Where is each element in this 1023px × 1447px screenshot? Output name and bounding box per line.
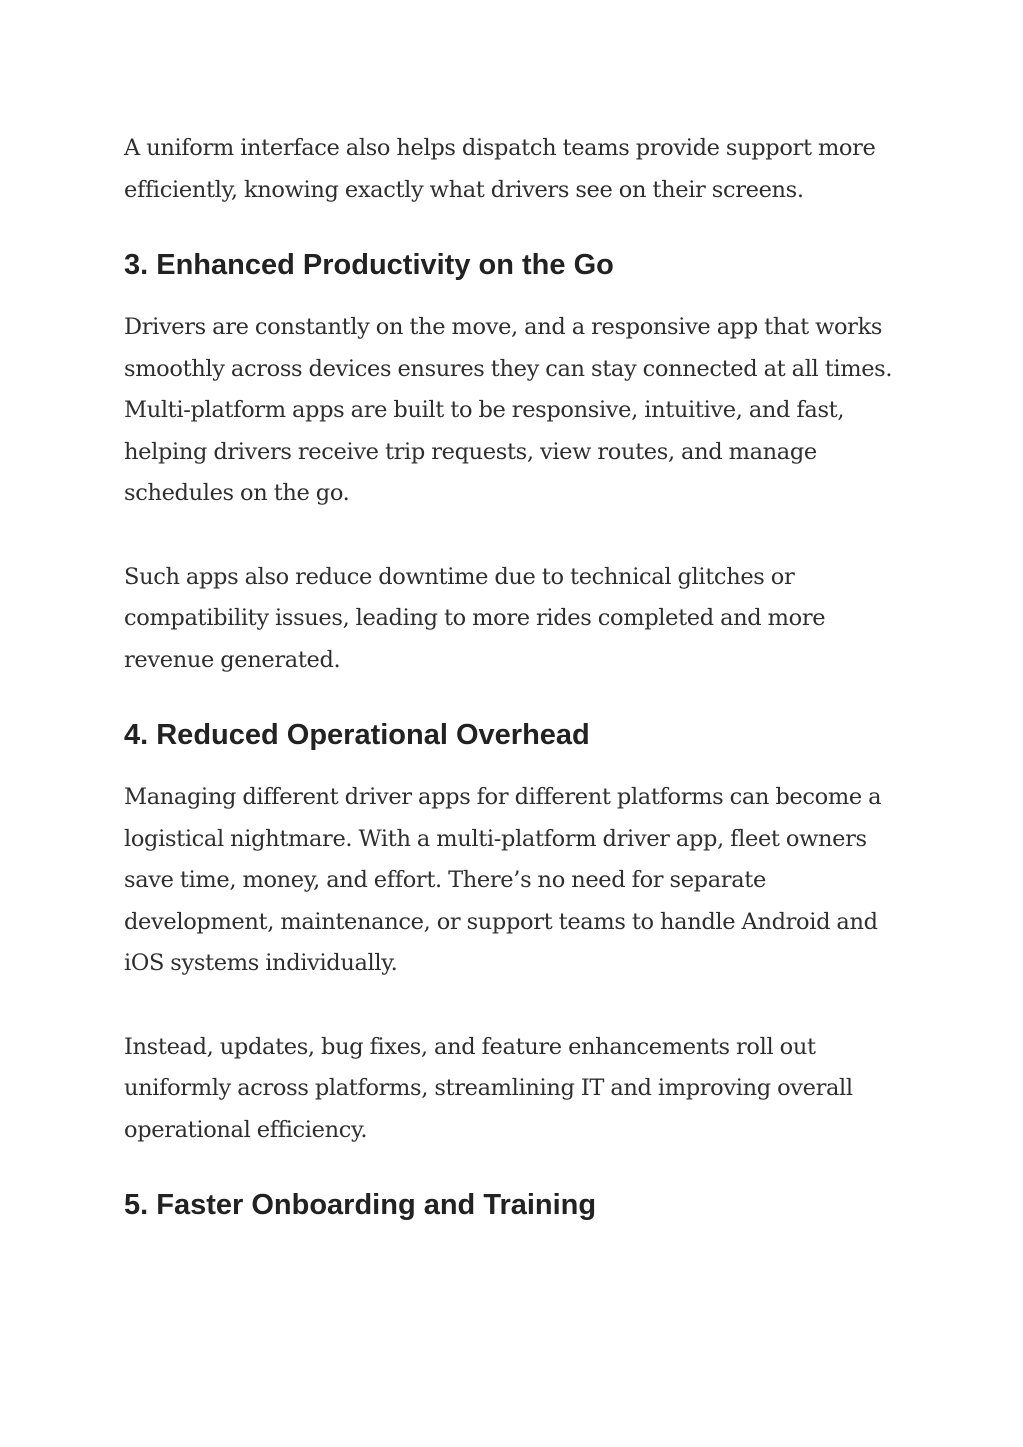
paragraph-updates-uniformly: Instead, updates, bug fixes, and feature enhancements roll out uniformly across platforms, streamlining IT and improving overall operational efficiency.: [124, 1033, 853, 1143]
heading-faster-onboarding: 5. Faster Onboarding and Training: [124, 1189, 597, 1221]
paragraph-reduce-downtime: Such apps also reduce downtime due to technical glitches or compatibility issues, leading to more rides completed and more revenue generated.: [124, 563, 826, 673]
paragraph-managing-apps: Managing different driver apps for different platforms can become a logistical nightmare. With a multi-platform driver app, fleet owners save time, money, and effort. There’s no need for separate development, maintenance, or support teams to handle Android and iOS systems individually.: [124, 784, 882, 976]
heading-enhanced-productivity: 3. Enhanced Productivity on the Go: [124, 249, 614, 281]
heading-reduced-overhead: 4. Reduced Operational Overhead: [124, 719, 590, 751]
paragraph-drivers-on-the-move: Drivers are constantly on the move, and a responsive app that works smoothly across devices ensures they can stay connected at all times. Multi-platform apps are built to be responsive, intuitive, and fast, helping drivers receive trip requests, view routes, and manage schedules on the go.: [124, 314, 893, 506]
paragraph-uniform-interface: A uniform interface also helps dispatch teams provide support more efficiently, knowing exactly what drivers see on their screens.: [124, 135, 876, 203]
document-page: [124, 128, 914, 1225]
